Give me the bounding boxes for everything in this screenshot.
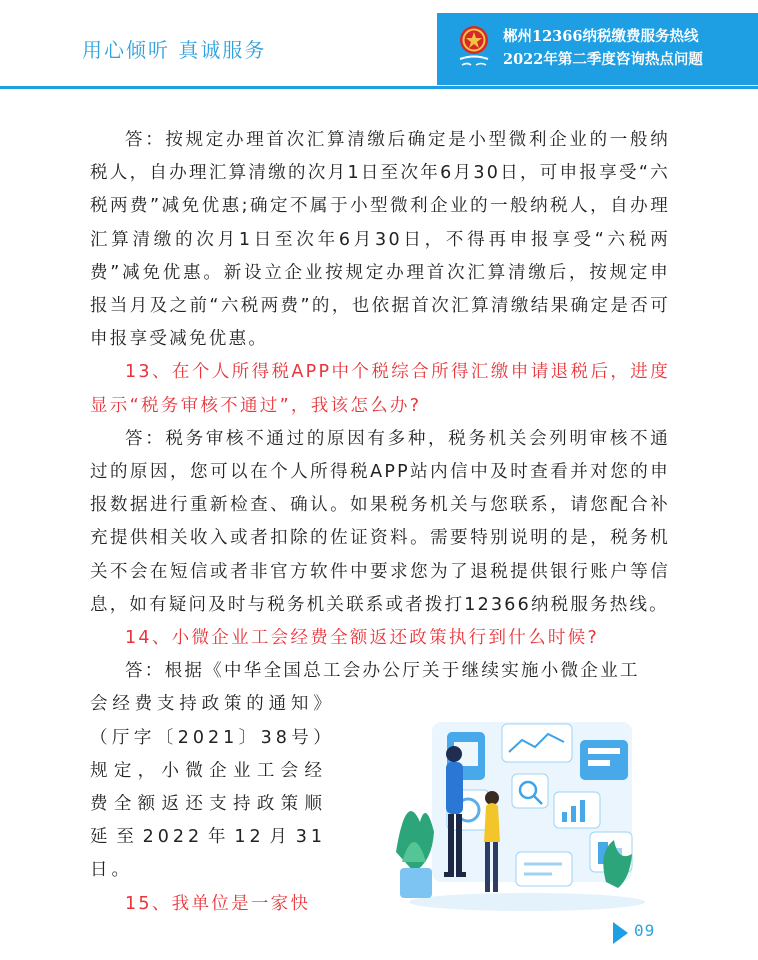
question-15: 15、我单位是一家快 (125, 893, 311, 914)
answer-12: 答：按规定办理首次汇算清缴后确定是小型微利企业的一般纳税人，自办理汇算清缴的次月1日至次年6月30日，可申报享受“六税两费”减免优惠;确定不属于小型微利企业的一般纳税人，自办理汇算清缴的次月1日至次年6月30日，不得再申报享受“六税两费”减免优惠。新设立企业按规定办理首次汇算清缴后，按规定申报当月及之前“六税两费”的，也依据首次汇算清缴结果确定是否可申报享受减免优惠。 (90, 130, 670, 350)
page-number: 09 (634, 921, 656, 940)
header-title-box (437, 13, 758, 85)
header-slogan: 用心倾听 真诚服务 (82, 38, 267, 62)
answer-13: 答：税务审核不通过的原因有多种，税务机关会列明审核不通过的原因，您可以在个人所得税APP站内信中及时查看并对您的申报数据进行重新检查、确认。如果税务机关与您联系，请您配合补充提供相关收入或者扣除的佐证资料。需要特别说明的是，税务机关不会在短信或者非官方软件中要求您为了退税提供银行账户等信息，如有疑问及时与税务机关联系或者拨打12366纳税服务热线。 (90, 428, 670, 615)
answer-14-continued: 会经费支持政策的通知》（厅字〔2021〕38号）规定，小微企业工会经费全额返还支持政策顺延至2022年12月31日。 (90, 694, 326, 881)
header-title-line2: 2022年第二季度咨询热点问题 (503, 51, 703, 68)
data-analysis-illustration (392, 712, 654, 912)
question-13: 13、在个人所得税APP中个税综合所得汇缴申请退税后，进度显示“税务审核不通过”，我该怎么办? (90, 362, 670, 416)
page-marker-triangle (613, 922, 628, 944)
tax-emblem-icon (457, 25, 491, 73)
header-divider (0, 86, 758, 89)
header-title-line1: 郴州12366纳税缴费服务热线 (503, 28, 699, 45)
question-14: 14、小微企业工会经费全额返还政策执行到什么时候? (125, 628, 600, 649)
answer-14-first-line: 答：根据《中华全国总工会办公厅关于继续实施小微企业工 (125, 661, 640, 682)
